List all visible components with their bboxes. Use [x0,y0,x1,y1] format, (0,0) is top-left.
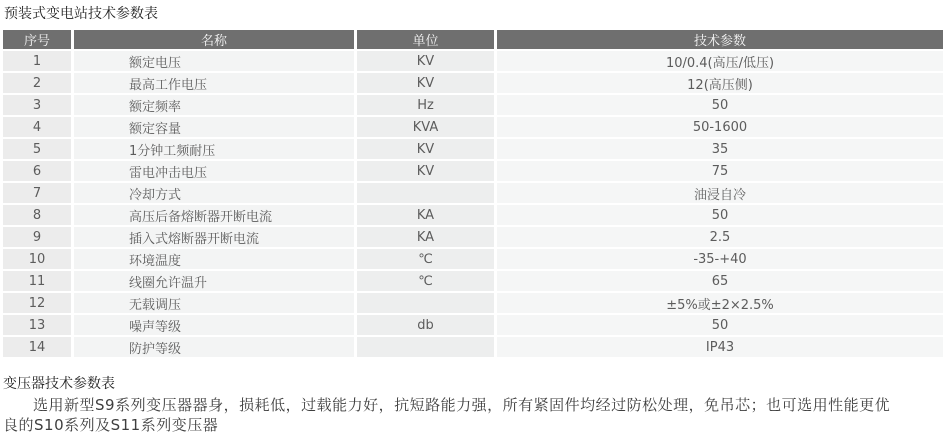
cell-name: 无载调压 [74,293,354,313]
cell-no: 14 [3,337,71,357]
cell-unit: KA [357,227,494,247]
cell-value: -35-+40 [497,249,943,269]
table-row [3,139,943,159]
cell-no: 4 [3,117,71,137]
cell-name: 雷电冲击电压 [74,161,354,181]
cell-value: 50 [497,95,943,115]
cell-no: 13 [3,315,71,335]
cell-name: 额定电压 [74,51,354,71]
cell-name: 噪声等级 [74,315,354,335]
table-row [3,315,943,335]
cell-unit: KV [357,161,494,181]
table-row [3,73,943,93]
footer-paragraph-line: 良的S10系列及S11系列变压器 [3,416,219,434]
header-cell-no: 序号 [3,30,71,49]
cell-no: 12 [3,293,71,313]
cell-name: 冷却方式 [74,183,354,203]
cell-value: 50 [497,315,943,335]
cell-name: 插入式熔断器开断电流 [74,227,354,247]
table-row [3,95,943,115]
table-row [3,271,943,291]
footer-paragraph [3,395,947,435]
cell-name: 额定容量 [74,117,354,137]
cell-value: 65 [497,271,943,291]
cell-unit [357,337,494,357]
page-title: 预装式变电站技术参数表 [4,6,158,22]
table-header-row [3,30,943,49]
footer-section [3,375,947,435]
cell-name: 环境温度 [74,249,354,269]
cell-no: 10 [3,249,71,269]
cell-no: 3 [3,95,71,115]
table-row [3,337,943,357]
cell-unit [357,293,494,313]
cell-unit: ℃ [357,271,494,291]
cell-unit: KV [357,73,494,93]
cell-no: 8 [3,205,71,225]
table-row [3,205,943,225]
header-cell-value: 技术参数 [497,30,943,49]
cell-name: 线圈允许温升 [74,271,354,291]
cell-name: 最高工作电压 [74,73,354,93]
cell-value: 12(高压侧) [497,73,943,93]
table-row [3,227,943,247]
footer-paragraph-line: 选用新型S9系列变压器器身，损耗低，过载能力好，抗短路能力强，所有紧固件均经过防松处理，免吊芯；也可选用性能更优 [33,396,891,414]
cell-value: 10/0.4(高压/低压) [497,51,943,71]
table-row [3,183,943,203]
cell-name: 防护等级 [74,337,354,357]
cell-value: IP43 [497,337,943,357]
table-body [3,51,943,357]
cell-unit: KV [357,139,494,159]
cell-name: 高压后备熔断器开断电流 [74,205,354,225]
table-row [3,249,943,269]
table-row [3,51,943,71]
cell-value: 油浸自冷 [497,183,943,203]
cell-no: 5 [3,139,71,159]
cell-name: 1分钟工频耐压 [74,139,354,159]
cell-no: 9 [3,227,71,247]
footer-heading: 变压器技术参数表 [3,376,115,392]
cell-no: 1 [3,51,71,71]
cell-unit: KV [357,51,494,71]
cell-value: 50 [497,205,943,225]
table-row [3,161,943,181]
cell-value: 75 [497,161,943,181]
header-cell-unit: 单位 [357,30,494,49]
cell-unit: KA [357,205,494,225]
cell-no: 2 [3,73,71,93]
cell-value: ±5%或±2×2.5% [497,293,943,313]
parameters-table [0,28,946,359]
table-row [3,117,943,137]
cell-no: 7 [3,183,71,203]
cell-value: 50-1600 [497,117,943,137]
cell-name: 额定频率 [74,95,354,115]
cell-unit: ℃ [357,249,494,269]
table-header [3,30,943,49]
cell-value: 2.5 [497,227,943,247]
header-cell-name: 名称 [74,30,354,49]
cell-unit: db [357,315,494,335]
cell-unit: Hz [357,95,494,115]
cell-no: 6 [3,161,71,181]
cell-unit: KVA [357,117,494,137]
cell-unit [357,183,494,203]
cell-no: 11 [3,271,71,291]
table-row [3,293,943,313]
cell-value: 35 [497,139,943,159]
